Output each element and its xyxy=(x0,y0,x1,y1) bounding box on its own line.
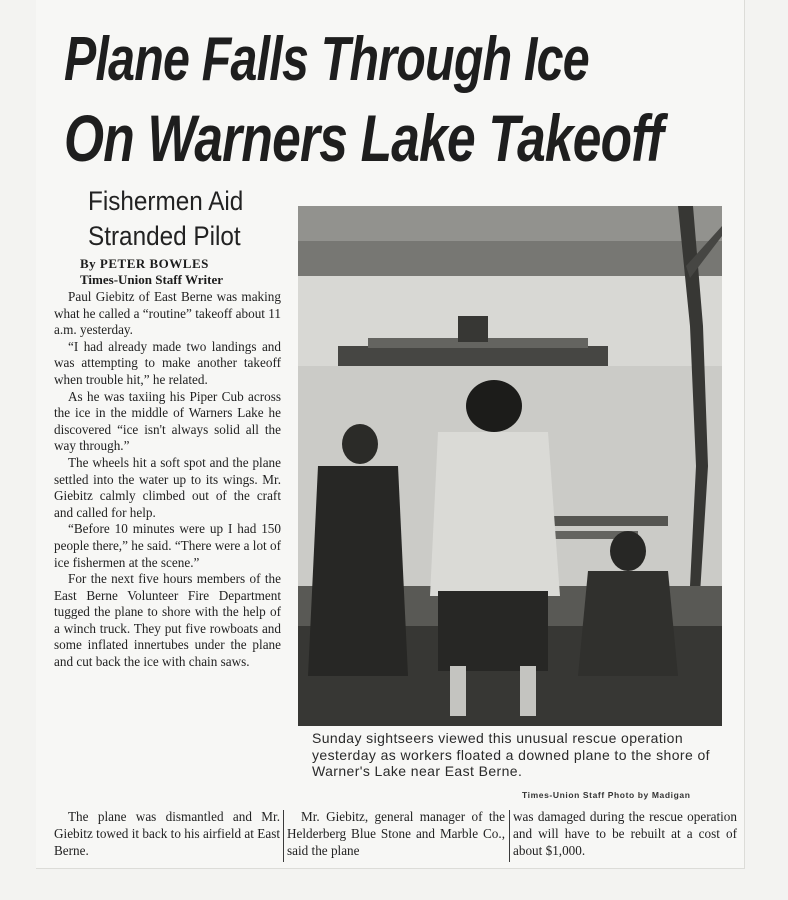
article-paragraph: The wheels hit a soft spot and the plane settled into the water up to its wings. Mr. Giebitz calmly climbed out of the craft and called for help. xyxy=(54,454,281,520)
subheadline-line-1: Fishermen Aid xyxy=(88,186,244,216)
article-body-column xyxy=(54,289,281,671)
headline-line-2: On Warners Lake Takeoff xyxy=(64,101,664,175)
byline-author: By PETER BOWLES xyxy=(80,256,209,271)
article-paragraph: Mr. Giebitz, general manager of the Helderberg Blue Stone and Marble Co., said the plane xyxy=(287,809,505,858)
article-paragraph: “Before 10 minutes were up I had 150 people there,” he said. “There were a lot of ice fishermen at the scene.” xyxy=(54,521,282,570)
article-paragraph: As he was taxiing his Piper Cub across the ice in the middle of Warners Lake he discovered “ice isn't always solid all the way through.” xyxy=(54,388,281,454)
article-paragraph: For the next five hours members of the East Berne Volunteer Fire Department tugged the plane to shore with the help of a winch truck. They put five rowboats and some inflated innertubes under the plane and cut back the ice with chain saws. xyxy=(54,571,281,670)
bottom-column-3 xyxy=(513,809,737,859)
article-paragraph: “I had already made two landings and was attempting to make another takeoff when trouble hit,” he related. xyxy=(54,338,281,387)
headline-line-1: Plane Falls Through Ice xyxy=(64,25,589,94)
bottom-column-1 xyxy=(54,809,280,859)
news-photo xyxy=(298,206,722,726)
bottom-column-2 xyxy=(287,809,505,859)
article-paragraph: Paul Giebitz of East Berne was making what he called a “routine” takeoff about 11 a.m. yesterday. xyxy=(54,289,281,338)
photo-credit: Times-Union Staff Photo by Madigan xyxy=(522,790,691,800)
column-divider xyxy=(509,810,510,862)
article-paragraph: The plane was dismantled and Mr. Giebitz towed it back to his airfield at East Berne. xyxy=(54,809,280,858)
byline-role: Times-Union Staff Writer xyxy=(80,272,223,287)
column-divider xyxy=(283,810,284,862)
photo-caption: Sunday sightseers viewed this unusual rescue operation yesterday as workers floated a downed plane to the shore of Warner's Lake near East Berne. xyxy=(312,730,710,779)
article-paragraph: was damaged during the rescue operation and will have to be rebuilt at a cost of about $1,000. xyxy=(513,809,737,858)
subheadline-line-2: Stranded Pilot xyxy=(88,221,241,251)
photo-illustration xyxy=(298,206,722,726)
